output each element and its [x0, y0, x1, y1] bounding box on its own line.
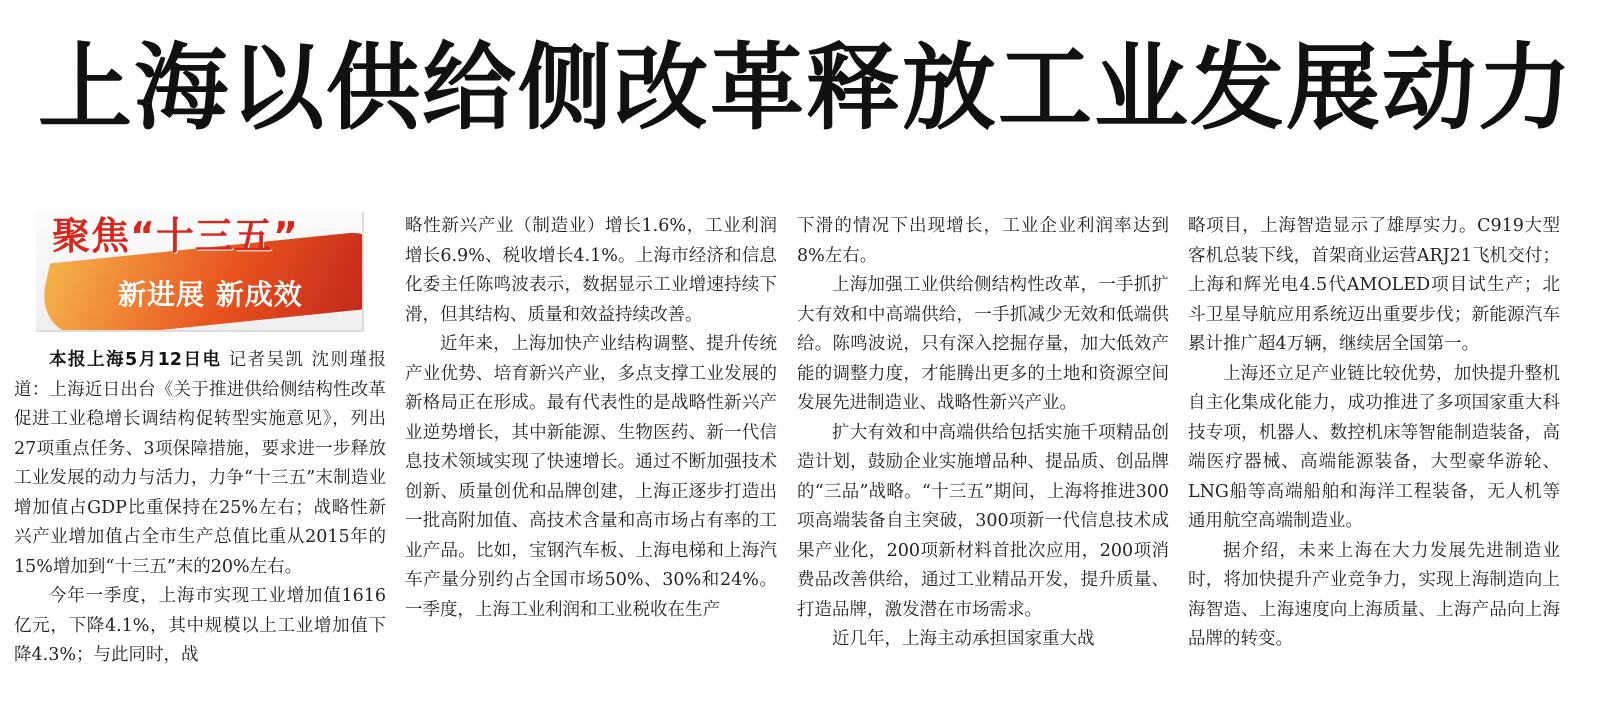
- badge-title: 聚焦“十三五”: [52, 214, 299, 258]
- paragraph-text: 上海近日出台《关于推进供给侧结构性改革促进工业稳增长调结构促转型实施意见》，列出27项重点任务、3项保障措施，要求进一步释放工业发展的动力与活力，力争“十三五”末制造业增加值占GDP比重保持在25%左右；战略性新兴产业增加值占全市生产总值比重从2015年的15%增加到“十三五”末的20%左右。: [14, 379, 387, 577]
- paragraph: 扩大有效和中高端供给包括实施千项精品创造计划，鼓励企业实施增品种、提品质、创品牌的“三品”战略。“十三五”期间，上海将推进300项高端装备自主突破，300项新一代信息技术成果产业化，200项新材料首批次应用，200项消费品改善供给，通过工业精品开发，提升质量、打造品牌，激发潜在市场需求。: [797, 422, 1169, 620]
- article-column-1: [14, 212, 386, 671]
- paragraph: 今年一季度，上海市实现工业增加值1616亿元，下降4.1%，其中规模以上工业增加值下降4.3%；与此同时，战: [14, 586, 386, 665]
- paragraph-continued: 略项目，上海智造显示了雄厚实力。C919大型客机总装下线，首架商业运营ARJ21飞机交付；上海和辉光电4.5代AMOLED项目试生产；北斗卫星导航应用系统迈出重要步伐；新能源汽车累计推广超4万辆，继续居全国第一。: [1188, 216, 1560, 354]
- paragraph-continued: 下滑的情况下出现增长，工业企业利润率达到8%左右。: [797, 216, 1169, 266]
- paragraph: 据介绍，未来上海在大力发展先进制造业时，将加快提升产业竞争力，实现上海制造向上海智造、上海速度向上海质量、上海产品向上海品牌的转变。: [1188, 540, 1560, 649]
- section-badge: [36, 212, 364, 332]
- paragraph: 上海加强工业供给侧结构性改革，一手抓扩大有效和中高端供给，一手抓减少无效和低端供给。陈鸣波说，只有深入挖掘存量，加大低效产能的调整力度，才能腾出更多的土地和资源空间发展先进制造业、战略性新兴产业。: [797, 275, 1169, 413]
- article-column-2: [405, 212, 777, 625]
- paragraph: 近几年，上海主动承担国家重大战: [832, 629, 1095, 649]
- article-column-4: [1188, 212, 1560, 655]
- paragraph: 上海还立足产业链比较优势，加快提升整机自主化集成化能力，成功推进了多项国家重大科技专项，机器人、数控机床等智能制造装备，高端医疗器械、高端能源装备，大型豪华游轮、LNG船等高端船舶和海洋工程装备，无人机等通用航空高端制造业。: [1188, 363, 1560, 531]
- paragraph: [14, 346, 386, 582]
- article-column-3: [797, 212, 1169, 655]
- paragraph-continued: 略性新兴产业（制造业）增长1.6%，工业利润增长6.9%、税收增长4.1%。上海市经济和信息化委主任陈鸣波表示，数据显示工业增速持续下滑，但其结构、质量和效益持续改善。: [405, 216, 777, 325]
- headline: 上海以供给侧改革释放工业发展动力: [37, 34, 1574, 143]
- badge-subtitle: 新进展 新成效: [118, 278, 303, 311]
- paragraph: 近年来，上海加快产业结构调整、提升传统产业优势、培育新兴产业，多点支撑工业发展的新格局正在形成。最有代表性的是战略性新兴产业逆势增长，其中新能源、生物医药、新一代信息技术领域实现了快速增长。通过不断加强技术创新、质量创优和品牌创建，上海正逐步打造出一批高附加值、高技术含量和高市场占有率的工业产品。比如，宝钢汽车板、上海电梯和上海汽车产量分别约占全国市场50%、30%和24%。一季度，上海工业利润和工业税收在生产: [405, 334, 777, 620]
- byline-reporters: 记者吴凯 沈则瑾报道：: [14, 350, 386, 400]
- dateline: 本报上海5月12日电: [49, 350, 222, 370]
